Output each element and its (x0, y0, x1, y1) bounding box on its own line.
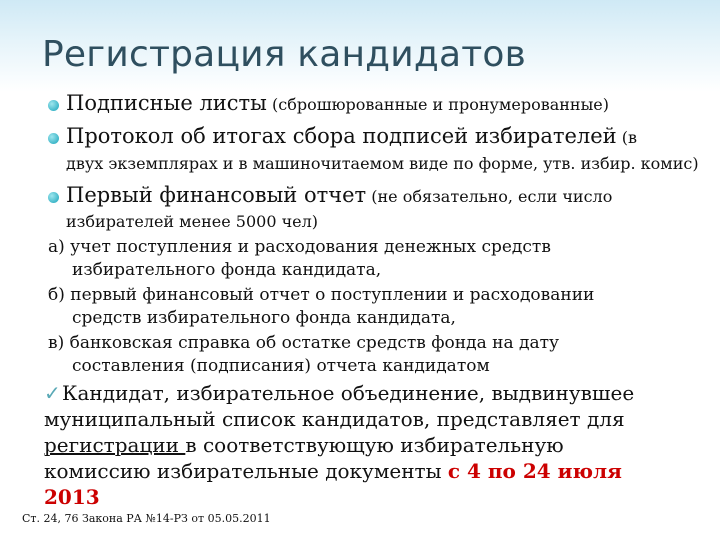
paragraph-text: в соответствующую избирательную (185, 433, 564, 457)
sub-item-a-cont: избирательного фонда кандидата, (72, 260, 382, 280)
paragraph-line-3 (44, 433, 564, 457)
checkmark-icon: ✓ (44, 381, 61, 405)
deadline-dates: с 4 по 24 июля (447, 459, 622, 483)
bullet-dot-icon (48, 100, 59, 111)
bullet-note-continuation: двух экземплярах и в машиночитаемом виде по форме, утв. избир. комис) (66, 154, 699, 173)
bullet-note-continuation: избирателей менее 5000 чел) (66, 212, 319, 231)
bullet-note: (в (621, 128, 638, 147)
sub-item-b-cont: средств избирательного фонда кандидата, (72, 308, 456, 328)
paragraph-text: комиссию избирательные документы (44, 459, 448, 483)
bullet-item-2 (66, 124, 637, 148)
paragraph-text: Кандидат, избирательное объединение, выдвинувшее (62, 381, 635, 405)
bullet-item-1 (66, 91, 609, 115)
underlined-text: регистрации (44, 433, 186, 457)
bullet-main: Первый финансовый отчет (66, 183, 367, 207)
sub-item-c-cont: составления (подписания) отчета кандидатом (72, 356, 490, 376)
paragraph-line-1 (44, 381, 634, 405)
bullet-item-3 (66, 183, 612, 207)
bullet-dot-icon (48, 192, 59, 203)
slide-title: Регистрация кандидатов (42, 34, 527, 75)
bullet-dot-icon (48, 133, 59, 144)
paragraph-line-2: муниципальный список кандидатов, представляет для (44, 407, 625, 431)
deadline-year: 2013 (44, 485, 100, 509)
source-citation: Ст. 24, 76 Закона РА №14-РЗ от 05.05.2011 (22, 512, 271, 525)
bullet-note: (не обязательно, если число (371, 187, 613, 206)
sub-item-a: а) учет поступления и расходования денежных средств (48, 237, 551, 257)
bullet-note: (сброшюрованные и пронумерованные) (271, 95, 610, 114)
sub-item-b: б) первый финансовый отчет о поступлении и расходовании (48, 285, 595, 305)
bullet-main: Протокол об итогах сбора подписей избирателей (66, 124, 617, 148)
paragraph-line-4 (44, 459, 622, 483)
sub-item-c: в) банковская справка об остатке средств фонда на дату (48, 333, 560, 353)
bullet-main: Подписные листы (66, 91, 267, 115)
